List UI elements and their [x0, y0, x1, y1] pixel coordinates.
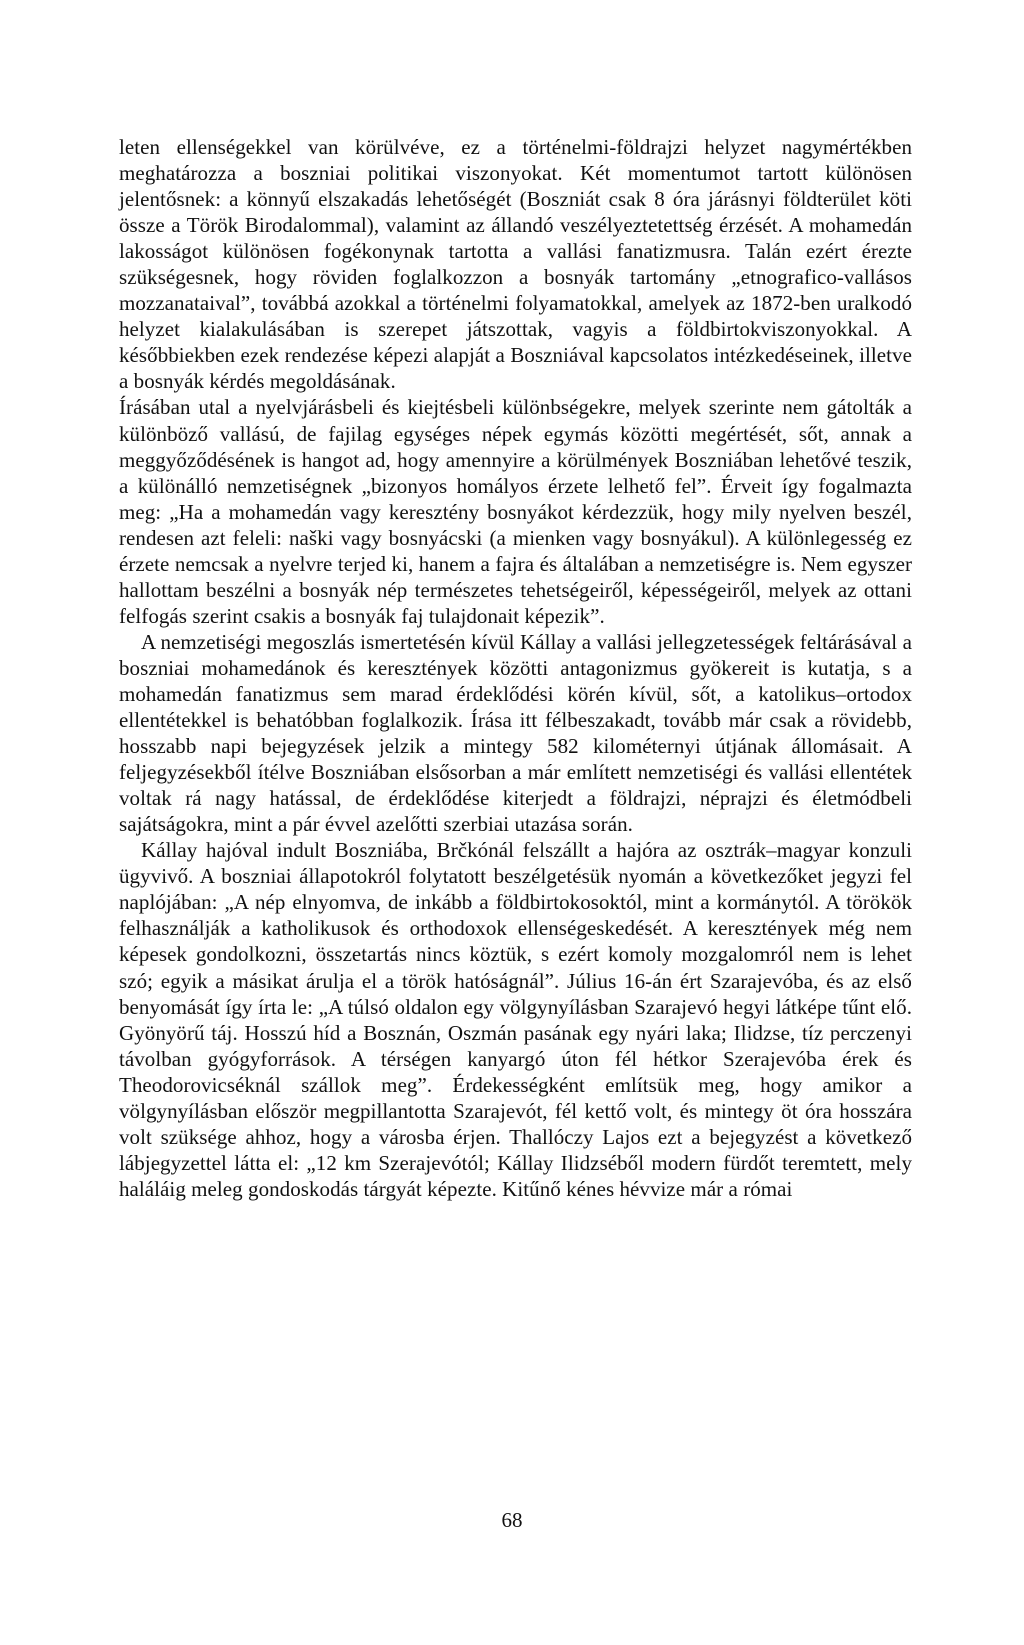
page-number: 68 — [501, 1508, 523, 1532]
body-text — [119, 134, 912, 1202]
paragraph-1: leten ellenségekkel van körülvéve, ez a történelmi-földrajzi helyzet nagymértékben meghatározza a boszniai politikai viszonyokat. Két momentumot tartott különösen jelentősnek: a könnyű elszakadás lehetőségét (Boszniát csak 8 óra járásnyi földterület köti össze a Török Birodalommal), valamint az állandó veszélyeztetettség érzését. A mohamedán lakosságot különösen fogékonynak tartotta a vallási fanatizmusra. Talán ezért érezte szükségesnek, hogy röviden foglalkozzon a bosnyák tartomány „etnografico-vallásos mozzanataival”, továbbá azokkal a történelmi folyamatokkal, amelyek az 1872-ben uralkodó helyzet kialakulásában is szerepet játszottak, vagyis a földbirtokviszonyokkal. A későbbiekben ezek rendezése képezi alapját a Boszniával kapcsolatos intézkedéseinek, illetve a bosnyák kérdés megoldásának. — [119, 135, 912, 394]
paragraph-4: Kállay hajóval indult Boszniába, Brčkónál felszállt a hajóra az osztrák–magyar konzuli ügyvivő. A boszniai állapotokról folytatott beszélgetésük nyomán a következőket jegyzi fel naplójában: „A nép elnyomva, de inkább a földbirtokosoktól, mint a kormánytól. A törökök felhasználják a katholikusok és orthodoxok ellenségeskedését. A keresztények még nem képesek gondolkozni, összetartás nincs köztük, s ezért komoly mozgalomról nem is lehet szó; egyik a másikat árulja el a török hatóságnál”. Július 16-án ért Szarajevóba, és az első benyomását így írta le: „A túlsó oldalon egy völgynyílásban Szarajevó hegyi látképe tűnt elő. Gyönyörű táj. Hosszú híd a Bosznán, Oszmán pasának egy nyári laka; Ilidzse, tíz perczenyi távolban gyógyforrások. A térségen kanyargó úton fél hétkor Szerajevóba érek és Theodorovicséknál szállok meg”. Érdekességként említsük meg, hogy amikor a völgynyílásban először megpillantotta Szarajevót, fél kettő volt, és mintegy öt óra hosszára volt szüksége ahhoz, hogy a városba érjen. Thallóczy Lajos ezt a bejegyzést a következő lábjegyzettel látta el: „12 km Szerajevótól; Kállay Ilidzséből modern fürdőt teremtett, mely haláláig meleg gondoskodás tárgyát képezte. Kitűnő kénes hévvize már a római — [119, 838, 912, 1201]
paragraph-2: Írásában utal a nyelvjárásbeli és kiejtésbeli különbségekre, melyek szerinte nem gátolták a különböző vallású, de fajilag egységes népek egymás közötti megértését, sőt, annak a meggyőződésének is hangot ad, hogy amennyire a körülmények Boszniában lehetővé teszik, a különálló nemzetiségnek „bizonyos homályos érzete lelhető fel”. Érveit így fogalmazta meg: „Ha a mohamedán vagy keresztény bosnyákot kérdezzük, hogy mily nyelven beszél, rendesen azt feleli: naški vagy bosnyácski (a mienken vagy bosnyákul). A különlegesség ez érzete nemcsak a nyelvre terjed ki, hanem a fajra és általában a nemzetiségre is. Nem egyszer hallottam beszélni a bosnyák nép természetes tehetségeiről, képességeiről, melyek az ottani felfogás szerint csakis a bosnyák faj tulajdonait képezik”. — [119, 395, 912, 628]
paragraph-3: A nemzetiségi megoszlás ismertetésén kívül Kállay a vallási jellegzetességek feltárásával a boszniai mohamedánok és keresztények közötti antagonizmus gyökereit is kutatja, s a mohamedán fanatizmus sem marad érdeklődési körén kívül, sőt, a katolikus–ortodox ellentétekkel is behatóbban foglalkozik. Írása itt félbeszakadt, tovább már csak a rövidebb, hosszabb napi bejegyzések jelzik a mintegy 582 kilométernyi útjának állomásait. A feljegyzésekből ítélve Boszniában elsősorban a már említett nemzetiségi és vallási ellentétek voltak rá nagy hatással, de érdeklődése kiterjedt a földrajzi, néprajzi és életmódbeli sajátságokra, mint a pár évvel azelőtti szerbiai utazása során. — [119, 629, 912, 837]
